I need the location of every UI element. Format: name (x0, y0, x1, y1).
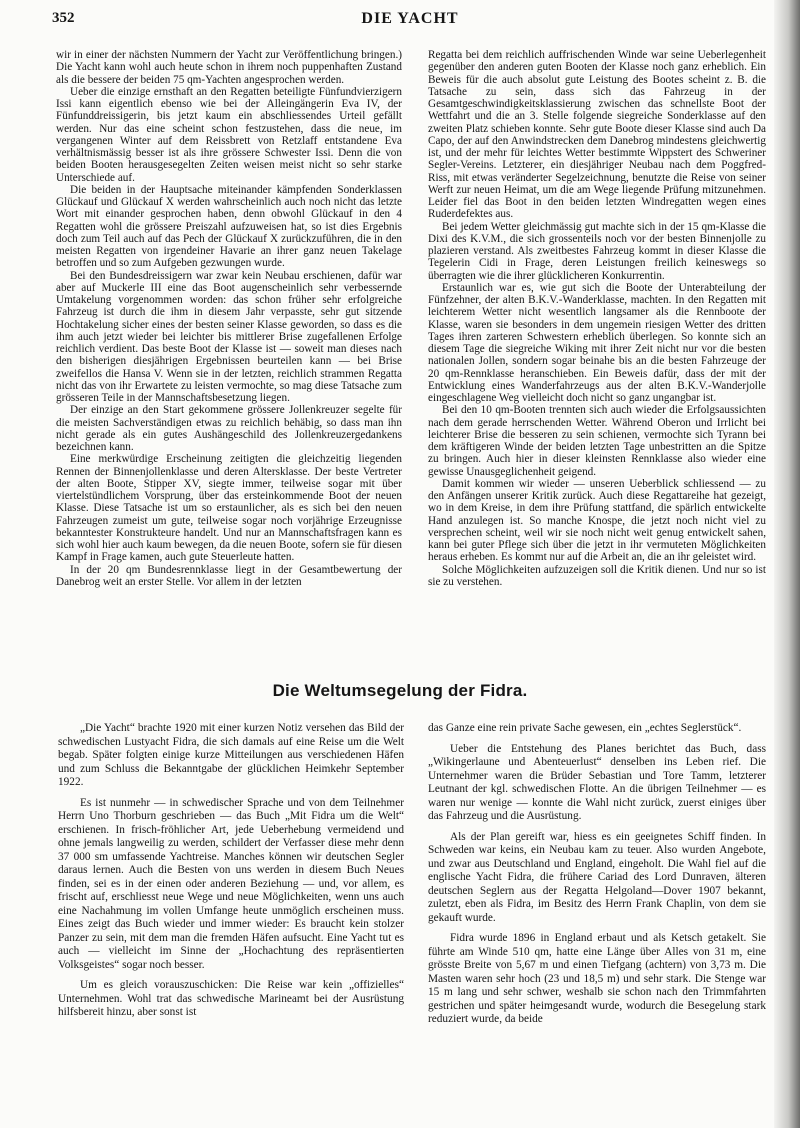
paragraph: wir in einer der nächsten Nummern der Yacht zur Veröffentlichung bringen.) Die Yacht kann wohl auch heute schon in ihrem noch puppenhaften Zustand als die bessere der beiden 75 qm-Yachten angesprochen werden. (56, 49, 402, 86)
report-column-left (56, 49, 402, 588)
paragraph: Ueber die Entstehung des Planes berichtet das Buch, dass „Wikingerlaune und Abenteuerlust“ denselben ins Leben rief. Die Unternehmer waren die Brüder Sebastian und Tore Tamm, letzterer Leutnant der kgl. schwedischen Flotte. An die übrigen Teilnehmer — es waren nur wenige — konnte die Wahl nicht zurück, zuerst einiges über das Fahrzeug und die Ausrüstung. (428, 742, 766, 822)
paragraph: Um es gleich vorauszuschicken: Die Reise war kein „offizielles“ Unternehmen. Wohl trat das schwedische Marineamt bei der Ausrüstung hilfsbereit hinzu, aber sonst ist (58, 979, 404, 1018)
paragraph: Damit kommen wir wieder — unseren Ueberblick schliessend — zu den Anfängen unserer Kritik zurück. Auch diese Regattareihe hat gezeigt, wo in dem Kreise, in dem ihre Prüfung stattfand, die spärlich entwickelte Hand anzulegen ist. So manche Knospe, die jetzt noch nicht viel zu versprechen scheint, weil wir sie noch nicht weit genug entwickelt sahen, kann bei guter Pflege sich über die jetzt in ihr vermuteten Möglichkeiten heraus erheben. Es kommt nur auf die Arbeit an, die an ihr geleistet wird. (428, 477, 766, 564)
paragraph: Bei den Bundesdreissigern war zwar kein Neubau erschienen, dafür war aber auf Muckerle III eine das Boot augenscheinlich sehr verbessernde Umtakelung vorgenommen worden: das schon früher sehr erfolgreiche Fahrzeug ist durch die ihm in diesem Jahr verpasste, sehr gut sitzende Hochtakelung sicher eines der besten seiner Klasse geworden, so dass es die ihm auch jetzt wieder bei leichter bis mittlerer Brise zugefallenen Erfolge reichlich verdient. Das beste Boot der Klasse ist — soweit man dieses nach den bisherigen diesjährigen Ergebnissen beurteilen kann — bei Brise zweifellos die Hansa V. Wenn sie in der letzten, reichlich strammen Regatta nicht das von ihr Erwartete zu leisten vermochte, so mag diese Tatsache zum grösseren Teile in der Mannschaftsbesetzung liegen. (56, 269, 402, 404)
paragraph: Ueber die einzige ernsthaft an den Regatten beteiligte Fünfundvierzigern Issi kann eigentlich ebenso wie bei der Alleingängerin Eva IV, der Fünfunddreissigerin, bis jetzt kaum ein abschliessendes Urteil gefällt werden. Nur das eine scheint schon festzustehen, dass die neue, im vergangenen Winter auf dem Reissbrett von Retzlaff entstandene Eva verhältnismässig besser ist als ihre grössere Schwester Issi. Denn die von beiden Booten herausgesegelten Zeiten weisen meist nicht so sehr starke Unterschiede auf. (56, 85, 402, 184)
paragraph: Als der Plan gereift war, hiess es ein geeignetes Schiff finden. In Schweden war keins, ein Neubau kam zu teuer. Also wurden Angebote, und zwar aus Deutschland und England, eingeholt. Die Wahl fiel auf die englische Yacht Fidra, die frühere Cariad des Lord Dunraven, älteren deutschen Seglern aus der Regatta Helgoland—Dover 1907 bekannt, zuletzt, eben als Fidra, im Besitz des Herrn Frank Chaplin, von dem sie gekauft wurde. (428, 830, 766, 924)
paragraph: In der 20 qm Bundesrennklasse liegt in der Gesamtbewertung der Danebrog weit an erster Stelle. Vor allem in der letzten (56, 563, 402, 588)
page-header (52, 10, 768, 30)
page-number: 352 (52, 10, 75, 26)
running-title: DIE YACHT (361, 10, 459, 27)
paragraph: Die beiden in der Hauptsache miteinander kämpfenden Sonderklassen Glückauf und Glückauf X werden wahrscheinlich auch noch nicht das letzte Wort mit einander gesprochen haben, denn obwohl Glückauf in den 4 Regatten wohl die grössere Preiszahl aufzuweisen hat, so ist dies Ergebnis doch zum Teil auch auf das Pech der Glückauf X zurückzuführen, die in den meisten Regatten von irgendeiner Havarie an ihrer ganz neuen Takelage betroffen und so zum Aufgeben gezwungen wurde. (56, 183, 402, 270)
report-column-right (428, 49, 766, 588)
paragraph: Bei jedem Wetter gleichmässig gut machte sich in der 15 qm-Klasse die Dixi des K.V.M., die sich grossenteils noch vor der besten Binnenjolle zu plazieren verstand. Als zweitbestes Fahrzeug kommt in dieser Klasse die Tegelerin Cidi in Frage, deren Leistungen freilich keineswegs so überragten wie die ihrer glücklicheren Konkurrentin. (428, 220, 766, 282)
paragraph: Bei den 10 qm-Booten trennten sich auch wieder die Erfolgsaussichten nach dem gerade herrschenden Wetter. Während Oberon und Irrlicht bei leichterer Brise die besseren zu sein schienen, vermochte sich Tyrann bei dem kräftigeren Winde der beiden letzten Tage unbestritten an die Spitze zu bringen. Auch hier in dieser kleinsten Rennklasse also wieder eine gewisse Unausgeglichenheit geigend. (428, 404, 766, 478)
paragraph: Fidra wurde 1896 in England erbaut und als Ketsch getakelt. Sie führte am Winde 510 qm, hatte eine Länge über Alles von 31 m, eine grösste Breite von 5,67 m und einen Tiefgang (achtern) von 3,73 m. Die Masten waren sehr hoch (23 und 18,5 m) und sehr stark. Die Stenge war 15 m lang und sehr schwer, weshalb sie schon nach den Trimmfahrten gestrichen und später heimgesandt wurde, wodurch die Besegelung stark reduziert wurde, da beide (428, 932, 766, 1025)
paragraph: „Die Yacht“ brachte 1920 mit einer kurzen Notiz versehen das Bild der schwedischen Lustyacht Fidra, die sich damals auf eine Reise um die Welt begab. Später folgten einige kurze Mitteilungen aus verschiedenen Häfen und zum Schluss die Bekanntgabe der glücklichen Heimkehr September 1922. (58, 722, 404, 788)
article-column-right (428, 722, 766, 1034)
page-edge-shadow (774, 0, 800, 1128)
paragraph: Solche Möglichkeiten aufzuzeigen soll die Kritik dienen. Und nur so ist sie zu verstehen. (428, 563, 766, 588)
article-title: Die Weltumsegelung der Fidra. (272, 681, 528, 700)
paragraph: Der einzige an den Start gekommene grössere Jollenkreuzer segelte für die meisten Sachverständigen etwas zu reichlich behäbig, so dass man ihn nicht gerade als ein gutes Aushängeschild des Jollenkreuzergedankens bezeichnen kann. (56, 404, 402, 453)
paragraph: Erstaunlich war es, wie gut sich die Boote der Unterabteilung der Fünfzehner, der alten B.K.V.-Wanderklasse, machten. In den Regatten mit leichterem Wetter nicht wesentlich langsamer als die Rennboote der Klasse, waren sie besonders in dem ungemein riesigen Wetter des dritten Tages ihren zarteren Schwestern erheblich überlegen. So konnte sich an diesem Tage die siegreiche Wiking mit ihrer Zeit nicht nur vor die besten nationalen Jollen, sondern sogar beinahe bis an die besten Fahrzeuge der 20 qm-Rennklasse heranschieben. Ein Beweis dafür, dass der mit der Entwicklung eines Wanderfahrzeugs aus der alten B.K.V.-Wanderjolle eingeschlagene Weg vielleicht doch nicht so ganz ungangbar ist. (428, 281, 766, 404)
paragraph: das Ganze eine rein private Sache gewesen, ein „echtes Seglerstück“. (428, 722, 742, 734)
paragraph: Regatta bei dem reichlich auffrischenden Winde war seine Ueberlegenheit gegenüber den anderen guten Booten der Klasse noch ganz erheblich. Ein Beweis für die auch absolut gute Leistung des Bootes scheint z. B. die Tatsache zu sein, dass sich das Fahrzeug in der Gesamtgeschwindigkeitsklassierung zwischen das schnellste Boot der Wettfahrt und die an 3. Stelle folgende siegreiche Sonderklasse auf den zweiten Platz schieben konnte. Sehr gute Boote dieser Klasse sind auch Da Capo, der auf den Anwindstrecken dem Danebrog mindestens gleichwertig ist, und der mehr für leichtes Wetter bestimmte Wippstert des Schweriner Segler-Vereins. Letzterer, ein diesjähriger Neubau nach dem Poggfred-Riss, mit etwas veränderter Segelzeichnung, benutzte die Reise von seiner Werft zur neuen Heimat, um die am Wege liegende Prüfung mitzunehmen. Leider fiel das Boot in den beiden letzten Windregatten wegen eines Ruderdefektes aus. (428, 49, 766, 221)
paragraph: Eine merkwürdige Erscheinung zeitigten die gleichzeitig liegenden Rennen der Binnenjollenklasse und deren Altersklasse. Der beste Vertreter der alten Boote, Stipper XV, siegte immer, teilweise sogar mit über viertelstündlichem Vorsprung, über das ersteinkommende Boot der neuen Klasse. Diese Tatsache ist um so erstaunlicher, als es sich bei den neuen Fahrzeugen zumeist um gute, teilweise sogar noch vorjährige Erzeugnisse bekanntester Konstrukteure handelt. Und nur an Mannschaftsfragen kann es sich wohl hier auch kaum bewegen, da die neuen Boote, sofern sie für diesen Kampf in Frage kamen, auch gute Steuerleute hatten. (56, 453, 402, 564)
paragraph: Es ist nunmehr — in schwedischer Sprache und von dem Teilnehmer Herrn Uno Thorburn geschrieben — das Buch „Mit Fidra um die Welt“ erschienen. In frisch-fröhlicher Art, jede Ueberhebung vermeidend und ohne jemals langweilig zu werden, schildert der Verfasser diese mehr denn 37 000 sm umfassende Yachtreise. Manches können wir deutschen Segler daraus lernen. Auch die Besten von uns werden in diesem Buch Neues finden, sei es in der einen oder anderen Beziehung — und, vor allem, es frischt auf, erschliesst neue Wege und neue Möglichkeiten, wenn uns auch eine Nachahmung im vollen Umfange heute unmöglich erscheinen muss. Eines zeigt das Buch wieder und immer wieder: Es braucht kein stolzer Panzer zu sein, mit dem man die fremden Häfen aufsucht. Eine Yacht tut es auch — vielleicht im Sinne der „Hochachtung des repräsentierten Volksgeistes“ sogar noch besser. (58, 796, 404, 971)
article-column-left (58, 722, 404, 1027)
